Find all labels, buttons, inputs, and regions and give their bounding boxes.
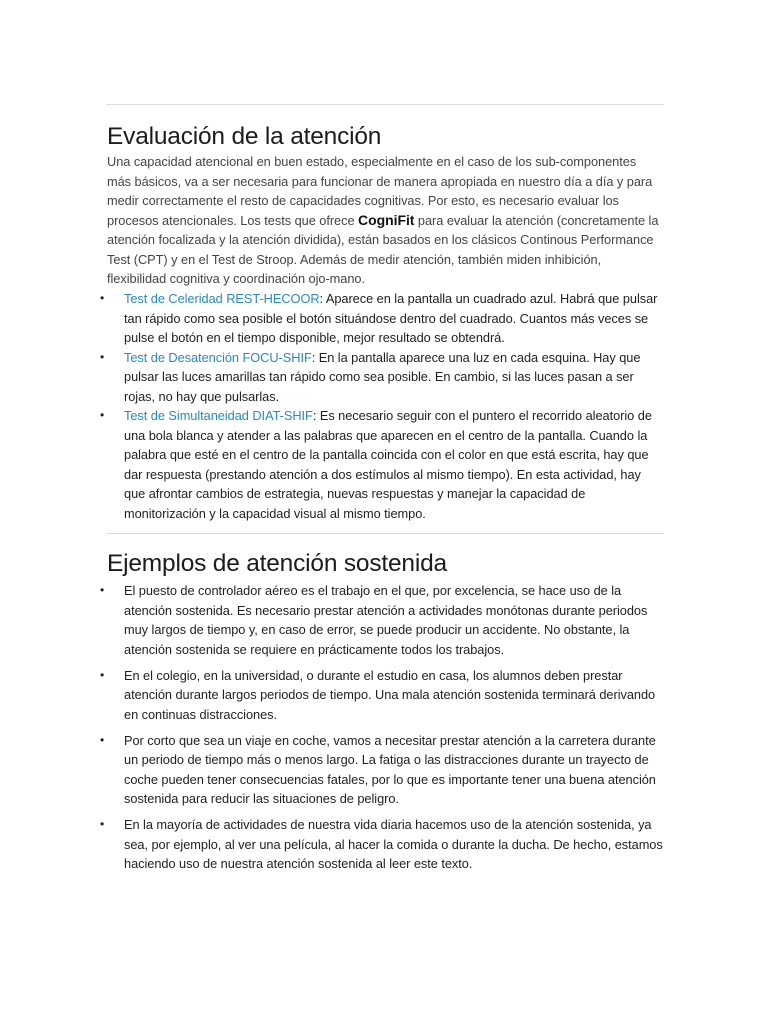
bullet-icon: • bbox=[100, 667, 105, 682]
test-link-focu-shif[interactable]: Test de Desatención FOCU-SHIF bbox=[124, 349, 312, 365]
example-text: Por corto que sea un viaje en coche, vamos a necesitar prestar atención a la carretera durante un periodo de tiempo más o menos largo. La fatiga o las distracciones durante un trayecto de coche pueden tener consecuencias fatales, por lo que es importante tener una buena atención sostenida para reducir las situaciones de peligro. bbox=[124, 732, 656, 806]
sustained-attention-examples-list bbox=[100, 581, 664, 880]
bullet-icon: • bbox=[100, 583, 105, 597]
list-item bbox=[100, 666, 664, 725]
cognifit-brand: CogniFit bbox=[358, 211, 415, 228]
list-item bbox=[100, 731, 664, 809]
bullet-icon: • bbox=[100, 408, 105, 422]
list-item bbox=[100, 815, 664, 874]
test-link-diat-shif[interactable]: Test de Simultaneidad DIAT-SHIF bbox=[124, 408, 313, 423]
list-item bbox=[100, 406, 664, 523]
intro-text-start: Una capacidad atencional en buen estado, especialmente en el caso de los sub-componentes más básicos, va a ser necesaria para funcionar de manera apropiada en nuestro día a día y para medir correctamente el resto de capacidades cognitivas. Por esto, es necesario evaluar los procesos atencionales. Los tests que ofrece bbox=[107, 154, 653, 228]
section-2-title: Ejemplos de atención sostenida bbox=[107, 550, 447, 577]
section-divider bbox=[106, 533, 664, 534]
example-text: En la mayoría de actividades de nuestra vida diaria hacemos uso de la atención sostenida, ya sea, por ejemplo, al ver una película, al hacer la comida o durante la ducha. De hecho, estamos haciendo uso de nuestra atención sostenida al leer este texto. bbox=[124, 817, 663, 871]
list-item bbox=[100, 289, 664, 348]
bullet-icon: • bbox=[100, 349, 105, 364]
top-divider bbox=[106, 104, 664, 105]
list-item bbox=[100, 581, 664, 659]
section-1-intro bbox=[107, 152, 663, 289]
attention-tests-list bbox=[100, 289, 664, 523]
example-text: En el colegio, en la universidad, o durante el estudio en casa, los alumnos deben prestar atención durante largos periodos de tiempo. Una mala atención sostenida terminará derivando en continuas distracciones. bbox=[124, 667, 656, 722]
test-description: : En la pantalla aparece una luz en cada esquina. Hay que pulsar las luces amarillas tan rápido como sea posible. En cambio, si las luces pasan a ser rojas, no hay que pulsarlas. bbox=[124, 349, 641, 404]
test-description: : Es necesario seguir con el puntero el recorrido aleatorio de una bola blanca y atender a las palabras que aparecen en el centro de la pantalla. Cuando la palabra que esté en el centro de la pantalla coincida con el color en que está escrita, hay que dar respuesta (prestando atención a dos estímulos al mismo tiempo). En esta actividad, hay que afrontar cambios de estrategia, nuevas respuestas y manejar la capacidad de monitorización y la capacidad visual al mismo tiempo. bbox=[124, 408, 652, 521]
example-text: El puesto de controlador aéreo es el trabajo en el que, por excelencia, se hace uso de la atención sostenida. Es necesario prestar atención a actividades monótonas durante periodos muy largos de tiempo y, en caso de error, se puede producir un accidente. No obstante, la atención sostenida se requiere en prácticamente todos los trabajos. bbox=[124, 583, 648, 657]
list-item bbox=[100, 348, 664, 407]
intro-text-end: para evaluar la atención (concretamente la atención focalizada y la atención dividida), están basados en los clásicos Continous Performance Test (CPT) y en el Test de Stroop. Además de medir atención, también miden inhibición, flexibilidad cognitiva y coordinación ojo-mano. bbox=[107, 212, 659, 286]
test-link-rest-hecoor[interactable]: Test de Celeridad REST-HECOOR bbox=[124, 291, 320, 306]
bullet-icon: • bbox=[100, 732, 105, 747]
bullet-icon: • bbox=[100, 817, 105, 831]
bullet-icon: • bbox=[100, 291, 105, 305]
test-description: : Aparece en la pantalla un cuadrado azul. Habrá que pulsar tan rápido como sea posible el botón situándose dentro del cuadrado. Cuantos más veces se pulse el botón en el tiempo disponible, mejor resultado se obtendrá. bbox=[124, 291, 658, 345]
section-1-title: Evaluación de la atención bbox=[107, 123, 382, 150]
